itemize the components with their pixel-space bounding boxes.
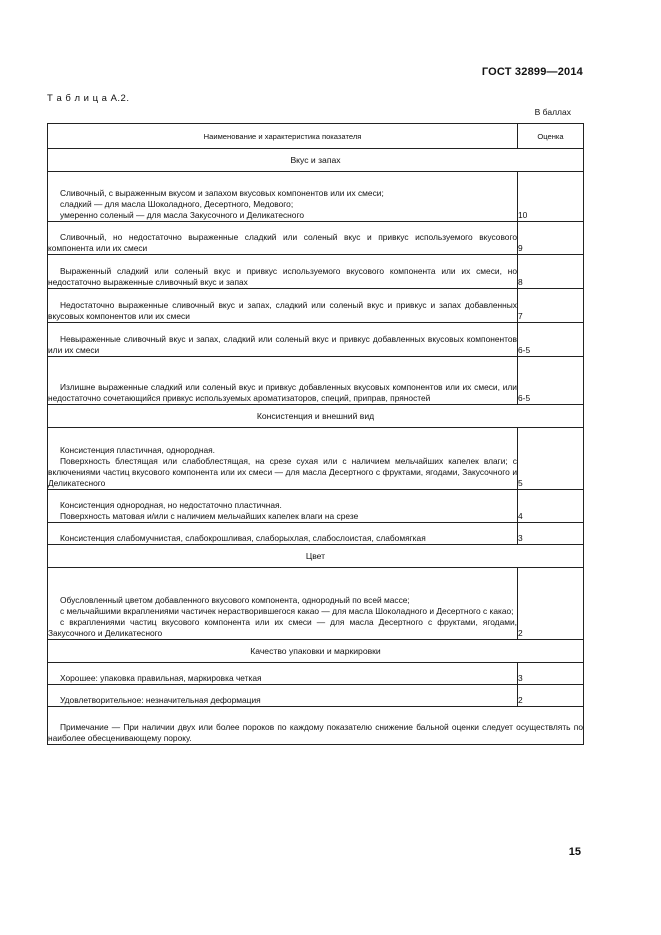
section-row [48, 545, 584, 568]
table-row [48, 222, 584, 255]
description-line: Выраженный сладкий или соленый вкус и привкус используемого вкусового компонента или их смеси, но недостаточно выраженные сливочный вкус и запах [48, 266, 517, 287]
table-header-row [48, 124, 584, 149]
section-row [48, 149, 584, 172]
description-line: Обусловленный цветом добавленного вкусового компонента, однородный по всей массе; [60, 595, 410, 605]
description-line: Хорошее: упаковка правильная, маркировка четкая [60, 673, 262, 683]
table-note [48, 707, 584, 745]
indicator-description [48, 289, 518, 323]
score-cell: 2 [518, 568, 584, 640]
score-cell: 6-5 [518, 323, 584, 357]
indicator-description [48, 685, 518, 707]
note-row [48, 707, 584, 745]
indicator-description [48, 172, 518, 222]
description-line: Удовлетворительное: незначительная деформация [60, 695, 261, 705]
indicator-description [48, 255, 518, 289]
column-header-score: Оценка [518, 124, 584, 149]
score-cell: 2 [518, 685, 584, 707]
table-row [48, 568, 584, 640]
description-line: Излишне выраженные сладкий или соленый вкус и привкус добавленных вкусовых компонентов или их смеси, или недостаточно сочетающийся привкус используемых ароматизаторов, специй, приправ, пряностей [48, 382, 517, 403]
description-line: Консистенция однородная, но недостаточно пластичная. [60, 500, 282, 510]
indicator-description [48, 222, 518, 255]
column-header-name: Наименование и характеристика показателя [48, 124, 518, 149]
description-line: Поверхность матовая и/или с наличием мельчайших капелек влаги на срезе [60, 511, 359, 521]
table-row [48, 323, 584, 357]
section-title: Цвет [48, 545, 584, 568]
section-row [48, 640, 584, 663]
score-cell: 3 [518, 663, 584, 685]
indicator-description [48, 568, 518, 640]
score-cell: 7 [518, 289, 584, 323]
score-cell: 4 [518, 490, 584, 523]
score-cell: 3 [518, 523, 584, 545]
evaluation-table [47, 123, 584, 745]
indicator-description [48, 523, 518, 545]
note-text: Примечание — При наличии двух или более пороков по каждому показателю снижение бальной оценки следует осуществлять по наиболее обесценивающему пороку. [48, 722, 583, 743]
description-line: Консистенция слабомучнистая, слабокрошливая, слаборыхлая, слабослоистая, слабомягкая [60, 533, 426, 543]
description-line: сладкий — для масла Шоколадного, Десертного, Медового; [60, 199, 294, 209]
page-number: 15 [568, 846, 581, 858]
indicator-description [48, 357, 518, 405]
table-row [48, 685, 584, 707]
indicator-description [48, 323, 518, 357]
score-cell: 8 [518, 255, 584, 289]
score-cell: 5 [518, 428, 584, 490]
indicator-description [48, 428, 518, 490]
description-line: Поверхность блестящая или слабоблестящая, на срезе сухая или с наличием мельчайших капелек влаги; с включениями частиц вкусового компонента или их смеси — для масла Десертного с фруктами, ягодами, Закусочного и Деликатесного [48, 456, 517, 488]
description-line: с вкраплениями частиц вкусового компонента или их смеси — для масла Десертного с фруктами, ягодами, Закусочного и Деликатесного [48, 617, 517, 638]
table-body [48, 149, 584, 745]
document-code: ГОСТ 32899—2014 [481, 66, 583, 78]
description-line: Сливочный, но недостаточно выраженные сладкий или соленый вкус и привкус используемого вкусового компонента или их смеси [48, 232, 517, 253]
description-line: Невыраженные сливочный вкус и запах, сладкий или соленый вкус и привкус добавленных вкусовых компонентов или их смеси [48, 334, 517, 355]
description-line: Консистенция пластичная, однородная. [60, 445, 215, 455]
description-line: с мельчайшими вкраплениями частичек нерастворившегося какао — для масла Шоколадного и Десертного с какао; [60, 606, 514, 616]
score-cell: 6-5 [518, 357, 584, 405]
table-row [48, 255, 584, 289]
table-row [48, 523, 584, 545]
table-row [48, 172, 584, 222]
table-row [48, 357, 584, 405]
section-title: Качество упаковки и маркировки [48, 640, 584, 663]
units-label: В баллах [534, 107, 571, 117]
indicator-description [48, 663, 518, 685]
description-line: Недостаточно выраженные сливочный вкус и запах, сладкий или соленый вкус и привкус и запах добавленных вкусовых компонентов или их смеси [48, 300, 517, 321]
section-title: Вкус и запах [48, 149, 584, 172]
table-row [48, 289, 584, 323]
table-row [48, 490, 584, 523]
table-caption: Т а б л и ц а А.2. [47, 93, 130, 104]
score-cell: 10 [518, 172, 584, 222]
description-line: умеренно соленый — для масла Закусочного и Деликатесного [60, 210, 304, 220]
table-row [48, 428, 584, 490]
table-row [48, 663, 584, 685]
indicator-description [48, 490, 518, 523]
section-title: Консистенция и внешний вид [48, 405, 584, 428]
description-line: Сливочный, с выраженным вкусом и запахом вкусовых компонентов или их смеси; [60, 188, 384, 198]
section-row [48, 405, 584, 428]
score-cell: 9 [518, 222, 584, 255]
